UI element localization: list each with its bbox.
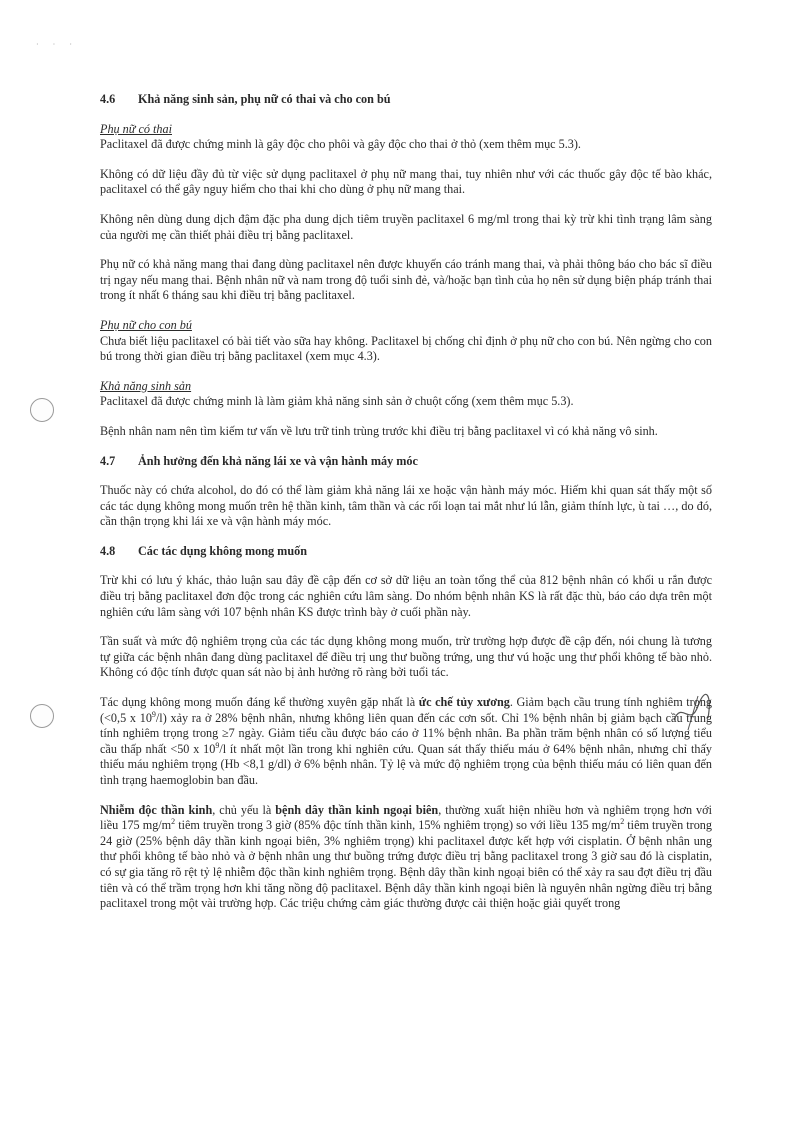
paragraph-neurotoxicity [100,803,712,912]
superscript: 9 [151,709,156,719]
bold-term: Nhiễm độc thần kinh [100,802,213,817]
paragraph: Trừ khi có lưu ý khác, thảo luận sau đây đề cập đến cơ sở dữ liệu an toàn tổng thể của 812 bệnh nhân có khối u rắn được điều trị bằng paclitaxel đơn độc trong các nghiên cứu lâm sàng. Do nhóm bệnh nhân KS là rất đặc thù, báo cáo dựa trên một nghiên cứu lâm sàng với 107 bệnh nhân KS được trình bày ở cuối phần này. [100,573,712,619]
subheading-lactation: Phụ nữ cho con bú [100,317,192,332]
superscript: 2 [171,817,176,827]
text-run: tiêm truyền trong 3 giờ (85% độc tính thần kinh, 15% nghiêm trọng) so với liều 135 mg/m [175,818,621,833]
text-run: Tác dụng không mong muốn đáng kể thường xuyên gặp nhất là [100,695,419,710]
text-run: , thường xuất hiện nhiều hơn và nghiêm trọng hơn với liều 175 mg/m [100,802,712,833]
paragraph: Paclitaxel đã được chứng minh là làm giảm khả năng sinh sản ở chuột cống (xem thêm mục 5.3). [100,394,574,409]
section-heading-4-7 [100,454,712,470]
paragraph: Không có dữ liệu đầy đủ từ việc sử dụng paclitaxel ở phụ nữ mang thai, tuy nhiên như với các thuốc gây độc tế bào khác, paclitaxel có thể gây nguy hiểm cho thai khi cho dùng ở phụ nữ mang thai. [100,166,712,197]
section-heading-4-6 [100,92,712,108]
paragraph: Bệnh nhân nam nên tìm kiếm tư vấn về lưu trữ tinh trùng trước khi điều trị bằng paclitaxel vì có khả năng vô sinh. [100,423,658,438]
document-body [100,92,712,926]
bold-term: ức chế tủy xương [418,695,510,710]
subheading-pregnancy: Phụ nữ có thai [100,121,172,136]
section-number: 4.8 [100,543,116,558]
text-run: . Giảm bạch cầu trung tính nghiêm trọng (<0,5 x 10 [100,695,713,725]
section-number: 4.6 [100,92,116,106]
section-title: Ảnh hưởng đến khả năng lái xe và vận hành máy móc [138,453,418,468]
paragraph-myelosuppression [100,695,712,789]
paragraph: Paclitaxel đã được chứng minh là gây độc cho phôi và gây độc cho thai ở thỏ (xem thêm mục 5.3). [100,137,581,152]
punch-hole-lower [30,704,54,728]
section-number: 4.7 [100,453,116,468]
paragraph: Tần suất và mức độ nghiêm trọng của các tác dụng không mong muốn, trừ trường hợp được đề cập đến, nói chung là tương tự giữa các bệnh nhân đang dùng paclitaxel để điều trị ung thư buồng trứng, ung thư vú hoặc ung thư phổi không tế bào nhỏ. Không có độc tính được quan sát nào bị ảnh hưởng rõ ràng bởi tuổi tác. [100,634,712,680]
text-run: tiêm truyền trong 24 giờ (25% bệnh dây thần kinh ngoại biên, 3% nghiêm trọng) khi paclitaxel được kết hợp với cisplatin. Ở bệnh nhân ung thư phổi không tế bào nhỏ và ở bệnh nhân ung thư buồng trứng được điều trị bằng paclitaxel trong 3 giờ sau đó là cisplatin, có sự gia tăng rõ rệt tỷ lệ nhiễm độc thần kinh nghiêm trọng. Bệnh dây thần kinh ngoại biên có thể xảy ra sau đợt điều trị đầu tiên và có thể trầm trọng hơn khi tăng nồng độ paclitaxel. Bệnh dây thần kinh ngoại biên là nguyên nhân ngừng điều trị bằng paclitaxel trong một vài trường hợp. Các triệu chứng cảm giác thường được cải thiện hoặc giải quyết trong [100,818,712,911]
subheading-fertility: Khả năng sinh sản [100,378,192,393]
paragraph: Thuốc này có chứa alcohol, do đó có thể làm giảm khả năng lái xe hoặc vận hành máy móc. Hiếm khi quan sát thấy một số các tác dụng không mong muốn trên hệ thần kinh, tâm thần và các rối loạn tai mắt như lú lẫn, giảm thính lực, ù tai …, do đó, cần thận trọng khi lái xe và vận hành máy móc. [100,483,712,529]
section-title: Các tác dụng không mong muốn [138,543,307,558]
paragraph: Chưa biết liệu paclitaxel có bài tiết vào sữa hay không. Paclitaxel bị chống chỉ định ở phụ nữ cho con bú. Nên ngừng cho con bú trong thời gian điều trị bằng paclitaxel (xem mục 4.3). [100,333,712,364]
paragraph: Phụ nữ có khả năng mang thai đang dùng paclitaxel nên được khuyến cáo tránh mang thai, và phải thông báo cho bác sĩ điều trị ngay nếu mang thai. Bệnh nhân nữ và nam trong độ tuổi sinh đẻ, và/hoặc bạn tình của họ nên sử dụng biện pháp tránh thai trong ít nhất 6 tháng sau khi điều trị bằng paclitaxel. [100,257,712,303]
superscript: 9 [215,740,220,750]
section-title: Khả năng sinh sản, phụ nữ có thai và cho con bú [138,92,391,106]
punch-hole-upper [30,398,54,422]
paragraph: Không nên dùng dung dịch đậm đặc pha dung dịch tiêm truyền paclitaxel 6 mg/ml trong thai kỳ trừ khi tình trạng lâm sàng của người mẹ cần thiết phải điều trị bằng paclitaxel. [100,211,712,242]
text-run: , chủ yếu là [212,802,276,817]
superscript: 2 [620,817,625,827]
bold-term: bệnh dây thần kinh ngoại biên [275,802,439,817]
text-run: /l) xảy ra ở 28% bệnh nhân, nhưng không liên quan đến các cơn sốt. Chỉ 1% bệnh nhân bị giảm bạch cầu trung tính nghiêm trọng trong ≥7 ngày. Giảm tiểu cầu được báo cáo ở 11% bệnh nhân. Ba phần trăm bệnh nhân có số lượng tiểu cầu thấp nhất <50 x 10 [100,710,713,756]
section-heading-4-8 [100,544,712,560]
scan-specks: · · · [36,40,78,49]
text-run: /l ít nhất một lần trong khi nghiên cứu. Quan sát thấy thiếu máu ở 64% bệnh nhân, nhưng chỉ thấy thiếu máu nghiêm trọng (Hb <8,1 g/dl) ở 6% bệnh nhân. Tỷ lệ và mức độ nghiêm trọng của bệnh thiếu máu có liên quan đến tình trạng haemoglobin ban đầu. [100,741,712,787]
